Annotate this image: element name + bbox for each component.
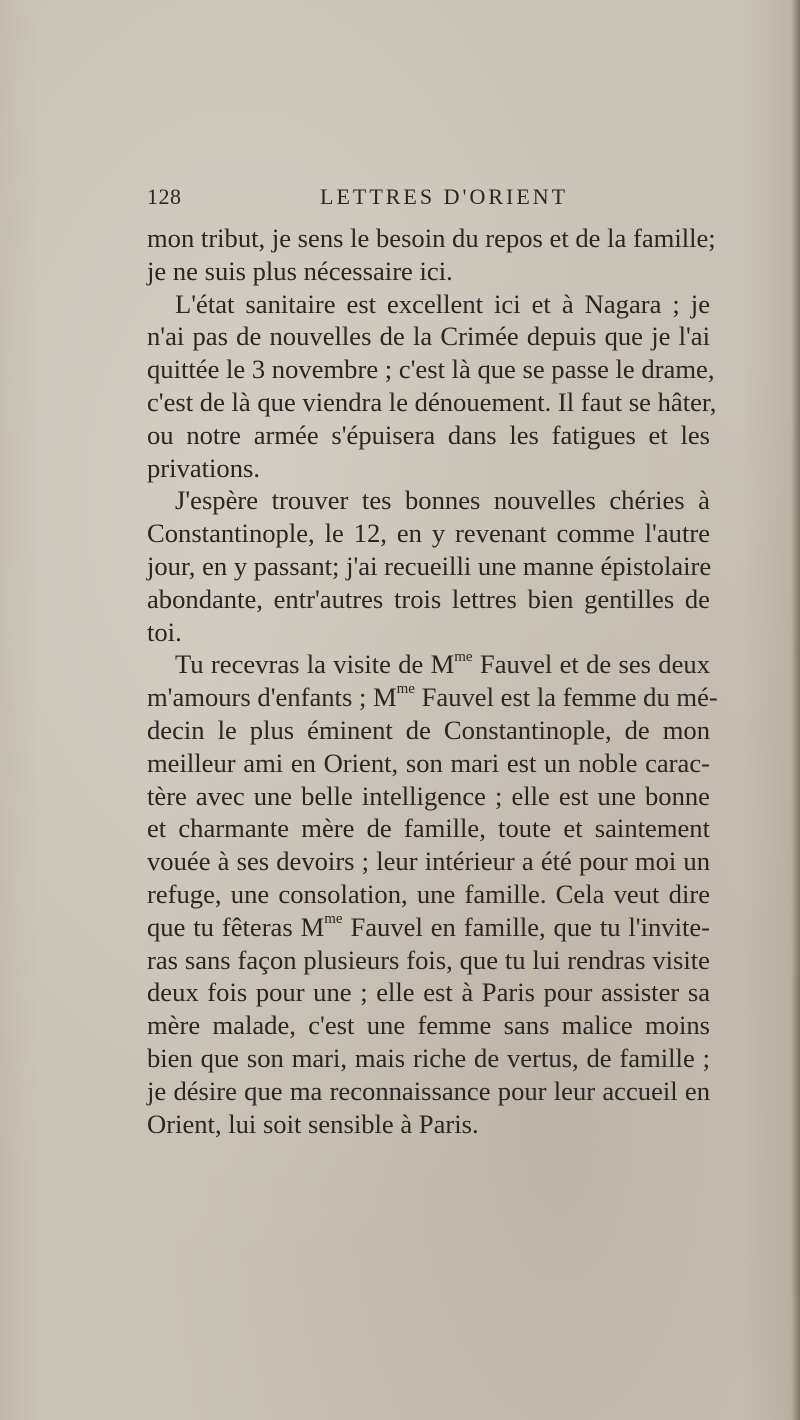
text-line: vouée à ses devoirs ; leur intérieur a été pour moi un <box>147 846 710 877</box>
text-line: quittée le 3 novembre ; c'est là que se passe le drame, <box>147 354 715 385</box>
text-line: meilleur ami en Orient, son mari est un noble carac- <box>147 747 710 778</box>
text-line <box>147 911 710 944</box>
text-line: mère malade, c'est une femme sans malice moins <box>147 1010 710 1041</box>
text-segment: Fauvel est la femme du mé- <box>414 682 718 713</box>
text-line: refuge, une consolation, une famille. Cela veut dire <box>147 878 710 909</box>
text-line: n'ai pas de nouvelles de la Crimée depuis que je l'ai <box>147 321 710 352</box>
text-line: privations. <box>147 452 261 483</box>
superscript-abbreviation: me <box>324 910 343 927</box>
text-line <box>147 681 718 714</box>
text-line: J'espère trouver tes bonnes nouvelles chéries à <box>175 485 710 516</box>
letter-text <box>147 222 718 1140</box>
text-line: bien que son mari, mais riche de vertus, de famille ; <box>147 1042 710 1073</box>
text-line: tère avec une belle intelligence ; elle est une bonne <box>147 780 710 811</box>
text-line: ras sans façon plusieurs fois, que tu lui rendras visite <box>147 944 710 975</box>
text-line <box>147 648 710 681</box>
text-line: ou notre armée s'épuisera dans les fatigues et les <box>147 419 710 450</box>
text-line: decin le plus éminent de Constantinople, de mon <box>147 714 710 745</box>
text-segment: Fauvel en famille, que tu l'invite- <box>342 911 710 942</box>
text-line: jour, en y passant; j'ai recueilli une manne épistolaire <box>147 550 712 581</box>
superscript-abbreviation: me <box>396 681 415 698</box>
superscript-abbreviation: me <box>454 648 473 665</box>
running-title: LETTRES D'ORIENT <box>320 184 569 209</box>
text-line: je désire que ma reconnaissance pour leur accueil en <box>147 1075 710 1106</box>
text-line: Orient, lui soit sensible à Paris. <box>147 1108 479 1139</box>
text-line: mon tribut, je sens le besoin du repos et de la famille; <box>147 223 716 253</box>
text-segment: m'amours d'enfants ; M <box>147 682 397 713</box>
text-line: c'est de là que viendra le dénouement. Il faut se hâter, <box>147 386 717 417</box>
text-line: je ne suis plus nécessaire ici. <box>147 255 453 286</box>
text-line: toi. <box>147 616 182 647</box>
text-line: et charmante mère de famille, toute et saintement <box>147 813 710 844</box>
text-line: deux fois pour une ; elle est à Paris pour assister sa <box>147 977 710 1008</box>
page-number: 128 <box>147 184 182 209</box>
running-head <box>147 184 710 218</box>
text-line: Constantinople, le 12, en y revenant comme l'autre <box>147 518 710 549</box>
text-line: L'état sanitaire est excellent ici et à Nagara ; je <box>175 288 710 319</box>
text-segment: Tu recevras la visite de M <box>175 649 455 680</box>
text-segment: Fauvel et de ses deux <box>472 649 710 680</box>
page-edge-shadow <box>792 0 800 1420</box>
text-segment: que tu fêteras M <box>147 911 325 942</box>
text-line: abondante, entr'autres trois lettres bien gentilles de <box>147 583 710 614</box>
